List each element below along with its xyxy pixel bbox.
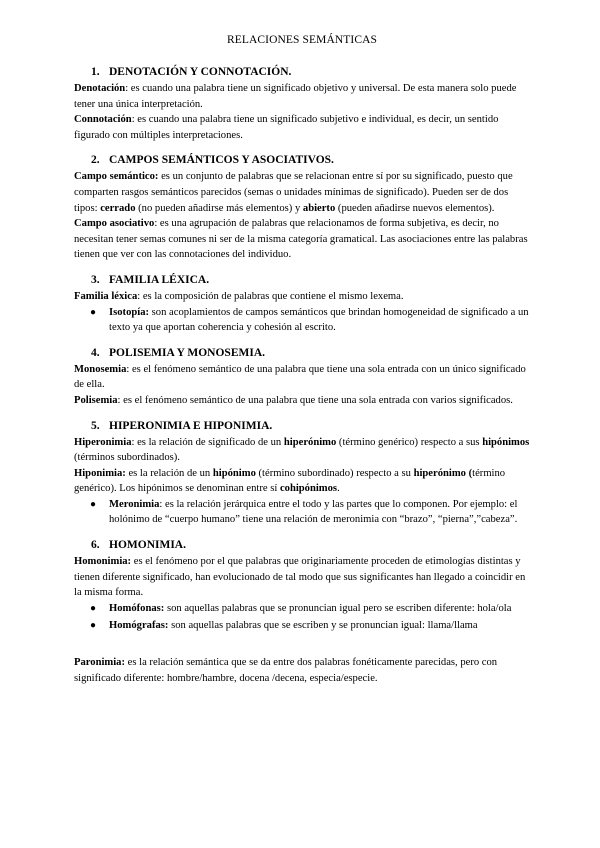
section-heading-text: HIPERONIMIA E HIPONIMIA. xyxy=(109,419,273,432)
bold-term: hipónimos xyxy=(482,436,530,448)
term: Hiperonimia xyxy=(74,436,132,448)
term: Denotación xyxy=(74,83,126,94)
definition-familia-lexica xyxy=(74,289,530,305)
text: es la relación semántica que se da entre dos palabras fonéticamente parecidas, pero con significado diferente: hombre/hambre, docena /decena, especia/especie. xyxy=(74,657,498,684)
section-familia-lexica xyxy=(74,274,530,336)
section-polisemia xyxy=(74,347,530,409)
text: (pueden añadirse nuevos elementos). xyxy=(335,202,495,214)
definition-denotacion xyxy=(74,81,530,112)
section-heading xyxy=(74,539,530,551)
bullet-list xyxy=(74,305,530,336)
definition-text: : es cuando una palabra tiene un significado subjetivo e individual, es decir, un sentido figurado con múltiples interpretaciones. xyxy=(74,114,499,141)
text: es la relación de un xyxy=(125,467,213,479)
term: Homonimia: xyxy=(74,556,132,568)
bold-term: abierto xyxy=(302,202,336,214)
section-hiperonimia xyxy=(74,420,530,529)
spacer xyxy=(74,645,530,655)
text: : es la relación jerárquica entre el todo y las partes que lo componen. Por ejemplo: el holónimo de “cuerpo humano” tiene una relación de meronimia con “brazo”, “pierna”,”cabeza”. xyxy=(109,498,518,526)
text: . xyxy=(337,483,340,495)
document-title: RELACIONES SEMÁNTICAS xyxy=(226,34,377,46)
section-number: 2. xyxy=(91,154,100,167)
section-heading-text: CAMPOS SEMÁNTICOS Y ASOCIATIVOS. xyxy=(109,154,334,167)
section-denotacion xyxy=(74,66,530,143)
definition-polisemia xyxy=(74,393,530,409)
term: Isotopía: xyxy=(109,306,150,318)
section-homonimia xyxy=(74,539,530,634)
section-campos xyxy=(74,154,530,263)
bold-term: cerrado xyxy=(100,202,136,214)
term: Homófonas: xyxy=(109,602,165,614)
list-item xyxy=(74,305,530,336)
list-item xyxy=(74,618,530,634)
bullet-list xyxy=(74,497,530,528)
section-number: 5. xyxy=(91,419,100,432)
section-heading-text: FAMILIA LÉXICA. xyxy=(109,273,210,286)
definition-paronimia xyxy=(74,655,530,686)
definition-hiperonimia xyxy=(74,435,530,466)
text: : es una agrupación de palabras que relacionamos de forma subjetiva, es decir, no necesitan tener semas comunes ni ser de la misma categoría gramatical. Las asociaciones entre las palabras tienen que ver con las connotaciones del individuo. xyxy=(74,218,528,261)
text: (términos subordinados). xyxy=(74,452,180,464)
text: es el fenómeno por el que palabras que originariamente proceden de etimologías distintas y tienen diferente significado, han evolucionado de tal modo que sus significantes han llegado a coincidir en la misma forma. xyxy=(74,556,526,599)
term: Hiponimia: xyxy=(74,467,126,479)
text: son aquellas palabras que se escriben y se pronuncian igual: llama/llama xyxy=(168,620,478,632)
section-heading xyxy=(74,274,530,286)
term: Familia léxica xyxy=(74,290,138,302)
bold-term: cohipónimos xyxy=(279,483,338,495)
section-heading-text: DENOTACIÓN Y CONNOTACIÓN. xyxy=(109,66,292,78)
bold-term: hipónimo xyxy=(212,467,256,479)
section-heading xyxy=(74,420,530,432)
definition-hiponimia xyxy=(74,466,530,497)
term: Campo asociativo xyxy=(74,218,155,230)
definition-connotacion xyxy=(74,112,530,143)
term: Campo semántico: xyxy=(74,171,159,183)
section-number: 6. xyxy=(91,539,100,552)
bold-term: hiperónimo xyxy=(283,436,337,448)
term: Paronimia: xyxy=(74,657,126,669)
section-number: 4. xyxy=(91,346,100,359)
definition-campo-asociativo xyxy=(74,216,530,263)
term: Meronimia xyxy=(109,498,160,510)
text: : es el fenómeno semántico de una palabra que tiene una sola entrada con varios significados. xyxy=(117,394,513,406)
term: Connotación xyxy=(74,114,132,126)
definition-text: : es cuando una palabra tiene un significado objetivo y universal. De esta manera solo puede tener una única interpretación. xyxy=(74,83,517,110)
definition-campo-semantico xyxy=(74,169,530,216)
bold-paren: ( xyxy=(465,467,473,479)
text: son aquellas palabras que se pronuncian igual pero se escriben diferente: hola/ola xyxy=(164,602,512,614)
bullet-icon: ● xyxy=(90,306,97,318)
section-heading xyxy=(74,154,530,166)
section-number: 1. xyxy=(91,66,100,78)
list-item xyxy=(74,497,530,528)
definition-homonimia xyxy=(74,554,530,601)
text: es un conjunto de palabras que se relacionan entre sí por su significado, puesto que comparten rasgos semánticos parecidos (semas o unidades mínimas de significado). Pueden ser de dos tipos: xyxy=(74,171,513,214)
term: Monosemia xyxy=(74,363,127,375)
section-heading xyxy=(74,66,530,78)
section-heading xyxy=(74,347,530,359)
section-heading-text: POLISEMIA Y MONOSEMIA. xyxy=(109,346,266,359)
bullet-icon: ● xyxy=(90,620,97,632)
text: son acoplamientos de campos semánticos que brindan homogeneidad de significado a un texto ya que aportan coherencia y cohesión al escrito. xyxy=(109,306,529,334)
bullet-icon: ● xyxy=(90,498,97,510)
text: término genérico). Los hipónimos se denominan entre sí xyxy=(74,467,506,495)
text: : es el fenómeno semántico de una palabra que tiene una sola entrada con un único significado de ella. xyxy=(74,363,526,391)
bullet-icon: ● xyxy=(90,602,97,614)
text: (no pueden añadirse más elementos) y xyxy=(135,202,303,214)
bold-term: hiperónimo xyxy=(413,467,466,479)
section-heading-text: HOMONIMIA. xyxy=(109,539,186,552)
term: Homógrafas: xyxy=(109,620,169,632)
text: : es la composición de palabras que contiene el mismo lexema. xyxy=(137,290,404,302)
text: (término subordinado) respecto a su xyxy=(255,467,414,479)
bullet-list xyxy=(74,601,530,634)
list-item xyxy=(74,601,530,617)
definition-monosemia xyxy=(74,362,530,393)
term: Polisemia xyxy=(74,394,118,406)
text: : es la relación de significado de un xyxy=(131,436,284,448)
section-number: 3. xyxy=(91,273,100,286)
text: (término genérico) respecto a sus xyxy=(336,436,483,448)
